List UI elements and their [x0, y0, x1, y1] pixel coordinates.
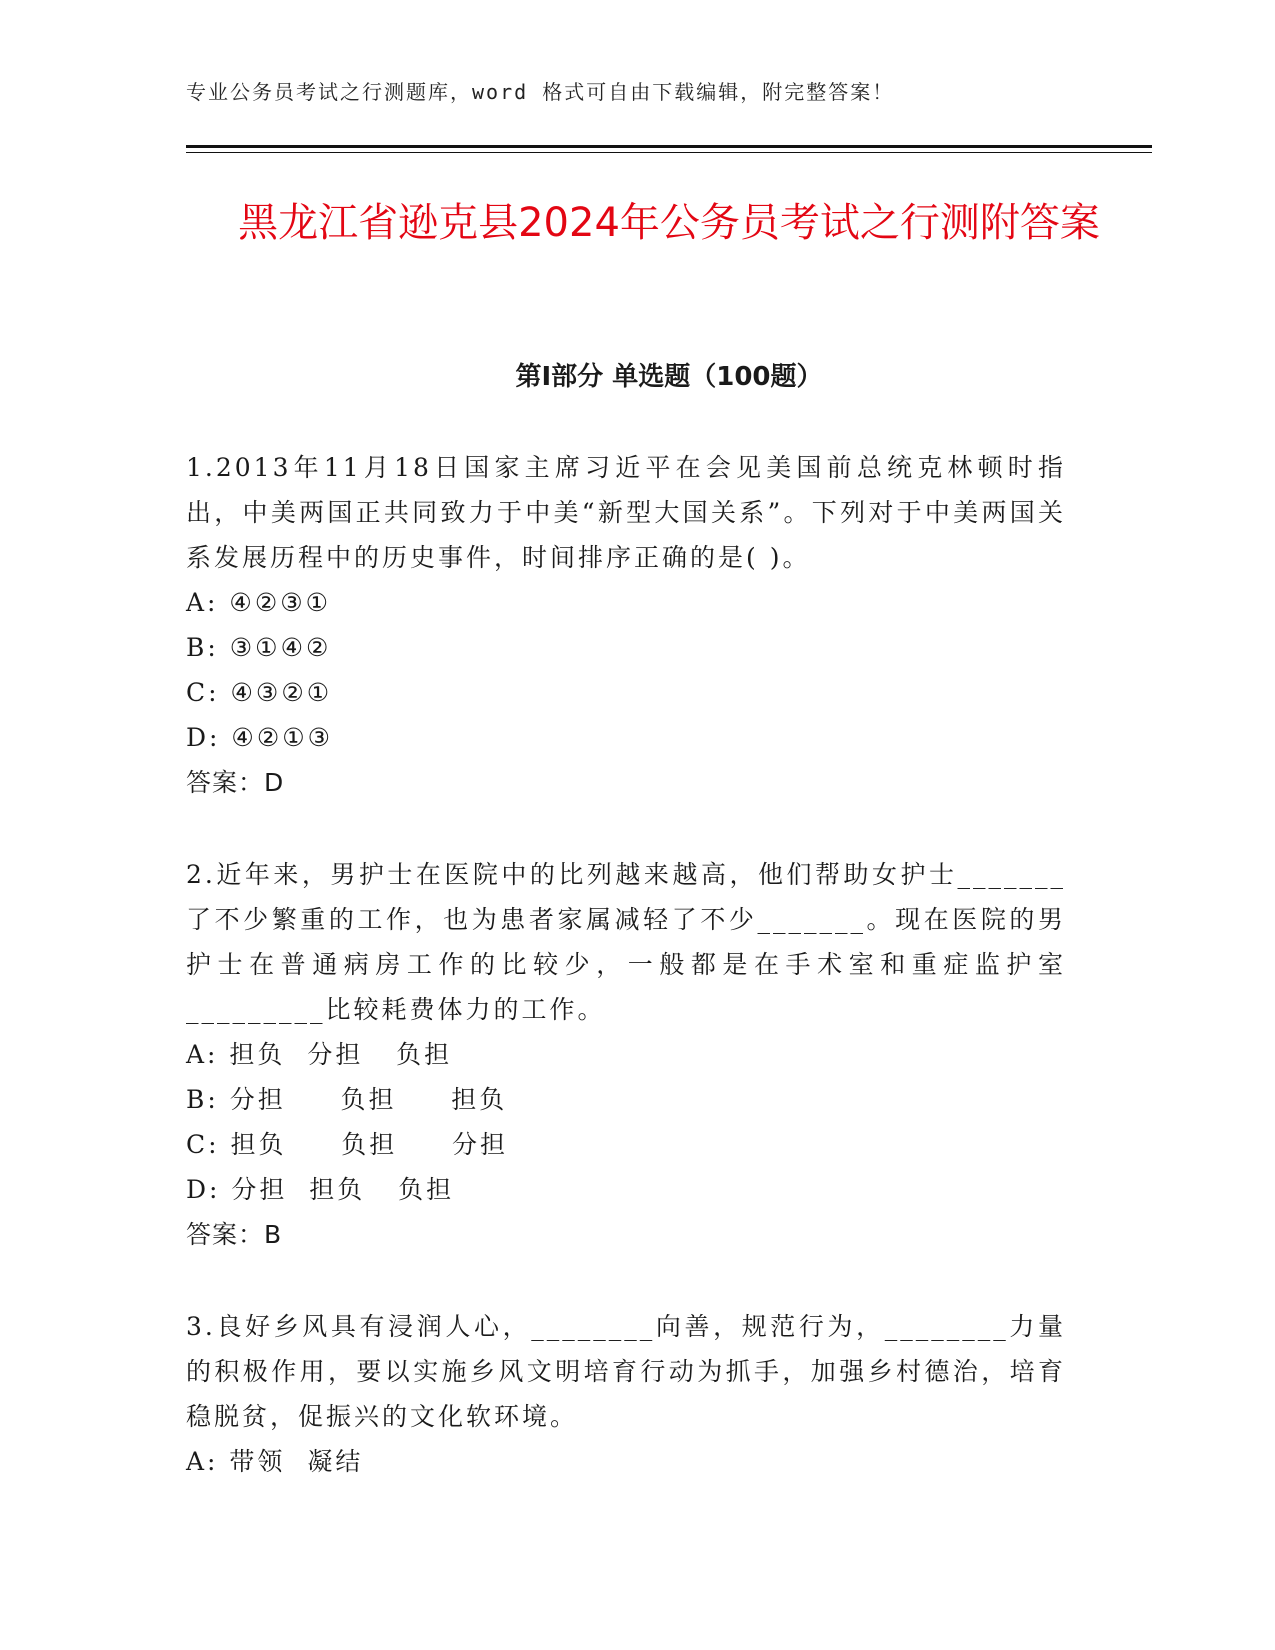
option-a: A: 担负 分担 负担 — [186, 1040, 453, 1069]
question-1 — [186, 445, 1066, 806]
option-c: C: ④③②① — [186, 678, 333, 707]
question-list — [186, 445, 1066, 1530]
answer-line: 答案：D — [186, 768, 285, 797]
option-a: A: 带领 凝结 — [186, 1447, 364, 1476]
option-d: D: ④②①③ — [186, 723, 334, 752]
option-b: B: ③①④② — [186, 633, 332, 662]
option-c: C: 担负 负担 分担 — [186, 1130, 508, 1159]
document-title: 黑龙江省逊克县2024年公务员考试之行测附答案 — [238, 200, 1100, 246]
question-stem: 3.良好乡风具有浸润人心，________向善，规范行为，________力量的积极作用，要以实施乡风文明培育行动为抓手，加强乡村德治，培育稳脱贫，促振兴的文化软环境。 — [186, 1312, 1066, 1431]
section-title: 第Ⅰ部分 单选题（100题） — [515, 362, 823, 392]
question-stem: 1.2013年11月18日国家主席习近平在会见美国前总统克林顿时指出，中美两国正共同致力于中美“新型大国关系”。下列对于中美两国关系发展历程中的历史事件，时间排序正确的是( )。 — [186, 453, 1066, 572]
question-2 — [186, 852, 1066, 1258]
option-d: D: 分担 担负 负担 — [186, 1175, 455, 1204]
question-3 — [186, 1304, 1066, 1484]
header-note: 专业公务员考试之行测题库，word 格式可自由下载编辑，附完整答案！ — [186, 80, 895, 104]
header-rule-thick — [186, 145, 1152, 148]
option-b: B: 分担 负担 担负 — [186, 1085, 508, 1114]
answer-line: 答案：B — [186, 1220, 283, 1249]
question-stem: 2.近年来，男护士在医院中的比列越来越高，他们帮助女护士_______了不少繁重的工作，也为患者家属减轻了不少_______。现在医院的男护士在普通病房工作的比较少，一般都是在手术室和重症监护室_________比较耗费体力的工作。 — [186, 860, 1066, 1024]
header-rule-thin — [186, 152, 1152, 153]
option-a: A: ④②③① — [186, 588, 332, 617]
